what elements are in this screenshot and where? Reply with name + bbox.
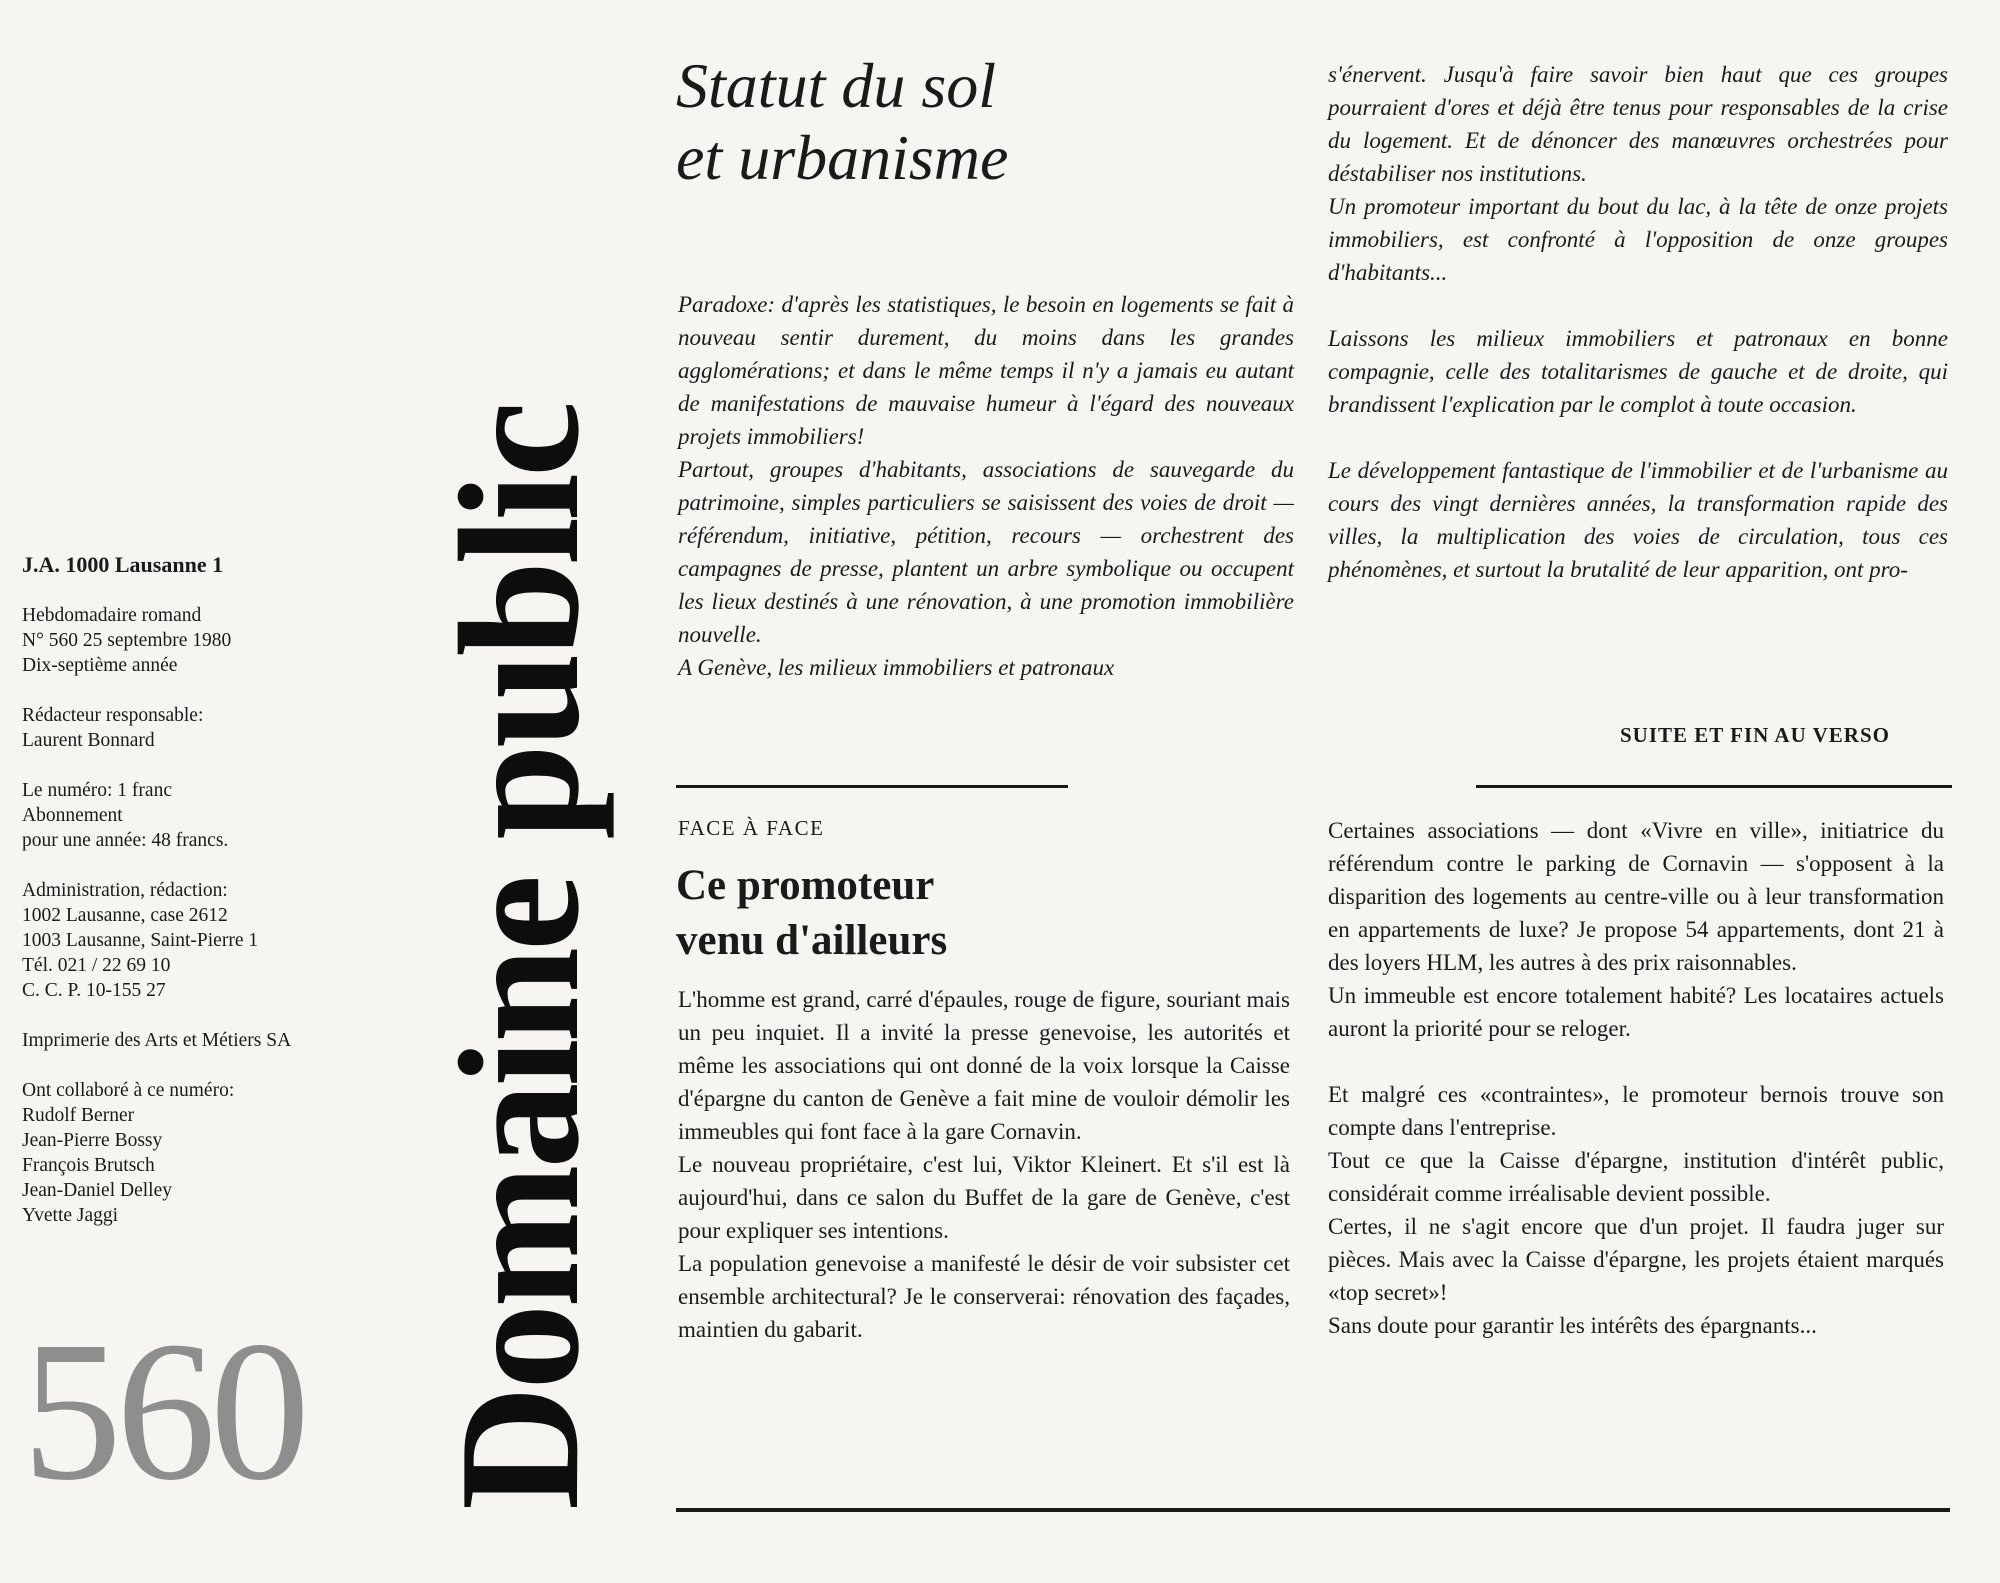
imprint-line: Jean-Pierre Bossy: [22, 1130, 163, 1151]
imprint-sidebar: [22, 552, 402, 1253]
imprint-block: [22, 703, 402, 753]
editorial-title-line: et urbanisme: [676, 122, 1009, 193]
imprint-line: Hebdomadaire romand: [22, 605, 202, 626]
issue-number: 560: [22, 1301, 304, 1522]
imprint-block: [22, 1028, 402, 1053]
imprint-block: [22, 878, 402, 1003]
editorial-paragraph: Partout, groupes d'habitants, associations de sauvegarde du patrimoine, simples particuliers se saisissent des voies de droit — référendum, initiative, pétition, recours — orchestrent des campagnes de presse, plantent un arbre symbolique ou occupent les lieux destinés à une rénovation, à une promotion immobilière nouvelle.: [678, 457, 1294, 647]
imprint-line: Laurent Bonnard: [22, 730, 155, 751]
feature-paragraph: Et malgré ces «contraintes», le promoteur bernois trouve son compte dans l'entreprise.: [1328, 1082, 1944, 1140]
imprint-line: Rédacteur responsable:: [22, 705, 204, 726]
divider-rule: [1476, 785, 1952, 788]
feature-paragraph: L'homme est grand, carré d'épaules, rouge de figure, souriant mais un peu inquiet. Il a invité la presse genevoise, les autorités et même les associations qui ont donné de la voix lorsque la Caisse d'épargne du canton de Genève a fait mine de vouloir démolir les immeubles qui font face à la gare Cornavin.: [678, 987, 1290, 1144]
imprint-line: N° 560 25 septembre 1980: [22, 630, 232, 651]
imprint-block: [22, 778, 402, 853]
feature-paragraph: Sans doute pour garantir les intérêts des épargnants...: [1328, 1313, 1817, 1338]
feature-headline-line: Ce promoteur: [676, 862, 935, 909]
feature-paragraph: La population genevoise a manifesté le désir de voir subsister cet ensemble architectural? Je le conserverai: rénovation des façades, maintien du gabarit.: [678, 1251, 1290, 1342]
continued-note: SUITE ET FIN AU VERSO: [1620, 723, 1890, 747]
imprint-line: Ont collaboré à ce numéro:: [22, 1080, 235, 1101]
imprint-line: C. C. P. 10-155 27: [22, 980, 166, 1001]
paragraph-gap: [1328, 1045, 1944, 1078]
section-kicker: FACE À FACE: [678, 816, 825, 840]
feature-paragraph: Tout ce que la Caisse d'épargne, institution d'intérêt public, considérait comme irréalisable devient possible.: [1328, 1148, 1944, 1206]
divider-rule: [676, 1508, 1950, 1512]
feature-column-2: [1328, 814, 1944, 1342]
imprint-line: pour une année: 48 francs.: [22, 830, 229, 851]
feature-paragraph: Certaines associations — dont «Vivre en ville», initiatrice du référendum contre le parking de Cornavin — s'opposent à la disparition des logements au centre-ville ou à leur transformation en appartements de luxe? Je propose 54 appartements, dont 21 à des loyers HLM, les autres à des prix raisonnables.: [1328, 818, 1944, 975]
masthead-title: Domaine public: [425, 404, 615, 1510]
imprint-line: Le numéro: 1 franc: [22, 780, 172, 801]
divider-rule: [676, 785, 1068, 788]
editorial-continued-column: [1328, 58, 1948, 586]
feature-column-1: [678, 983, 1290, 1346]
feature-paragraph: Le nouveau propriétaire, c'est lui, Viktor Kleinert. Et s'il est là aujourd'hui, dans ce salon du Buffet de la gare de Genève, c'est pour expliquer ses intentions.: [678, 1152, 1290, 1243]
imprint-line: Dix-septième année: [22, 655, 178, 676]
imprint-block: [22, 603, 402, 678]
editorial-paragraph: s'énervent. Jusqu'à faire savoir bien haut que ces groupes pourraient d'ores et déjà être tenus pour responsables de la crise du logement. Et de dénoncer des manœuvres orchestrées pour déstabiliser nos institutions.: [1328, 62, 1948, 186]
paragraph-gap: [1328, 289, 1948, 322]
editorial-lead-column: [678, 288, 1294, 684]
imprint-line: François Brutsch: [22, 1155, 155, 1176]
editorial-title-line: Statut du sol: [676, 50, 997, 121]
imprint-line: Yvette Jaggi: [22, 1205, 119, 1226]
editorial-paragraph: Un promoteur important du bout du lac, à la tête de onze projets immobiliers, est confronté à l'opposition de onze groupes d'habitants...: [1328, 194, 1948, 285]
feature-paragraph: Certes, il ne s'agit encore que d'un projet. Il faudra juger sur pièces. Mais avec la Caisse d'épargne, les projets étaient marqués «top secret»!: [1328, 1214, 1944, 1305]
editorial-paragraph: Paradoxe: d'après les statistiques, le besoin en logements se fait à nouveau sentir durement, du moins dans les grandes agglomérations; et dans le même temps il n'y a jamais eu autant de manifestations de mauvaise humeur à l'égard des nouveaux projets immobiliers!: [678, 292, 1294, 449]
editorial-paragraph: A Genève, les milieux immobiliers et patronaux: [678, 655, 1115, 680]
postal-code-line: J.A. 1000 Lausanne 1: [22, 552, 224, 577]
imprint-line: Administration, rédaction:: [22, 880, 228, 901]
paragraph-gap: [1328, 421, 1948, 454]
editorial-paragraph: Laissons les milieux immobiliers et patronaux en bonne compagnie, celle des totalitarismes de gauche et de droite, qui brandissent l'explication par le complot à toute occasion.: [1328, 326, 1948, 417]
imprint-line: Jean-Daniel Delley: [22, 1180, 172, 1201]
imprint-line: 1002 Lausanne, case 2612: [22, 905, 228, 926]
feature-headline-line: venu d'ailleurs: [676, 917, 948, 964]
editorial-paragraph: Le développement fantastique de l'immobilier et de l'urbanisme au cours des vingt dernières années, la transformation rapide des villes, la multiplication des voies de circulation, tous ces phénomènes, et surtout la brutalité de leur apparition, ont pro-: [1328, 458, 1948, 582]
imprint-line: Tél. 021 / 22 69 10: [22, 955, 171, 976]
feature-paragraph: Un immeuble est encore totalement habité? Les locataires actuels auront la priorité pour se reloger.: [1328, 983, 1944, 1041]
masthead-container: [420, 130, 620, 1510]
imprint-line: Abonnement: [22, 805, 123, 826]
imprint-line: 1003 Lausanne, Saint-Pierre 1: [22, 930, 259, 951]
feature-headline: [676, 858, 947, 968]
editorial-title: [676, 50, 1008, 194]
imprint-line: Imprimerie des Arts et Métiers SA: [22, 1030, 292, 1051]
imprint-blocks: [22, 603, 402, 1228]
imprint-line: Rudolf Berner: [22, 1105, 135, 1126]
imprint-block: [22, 1078, 402, 1228]
